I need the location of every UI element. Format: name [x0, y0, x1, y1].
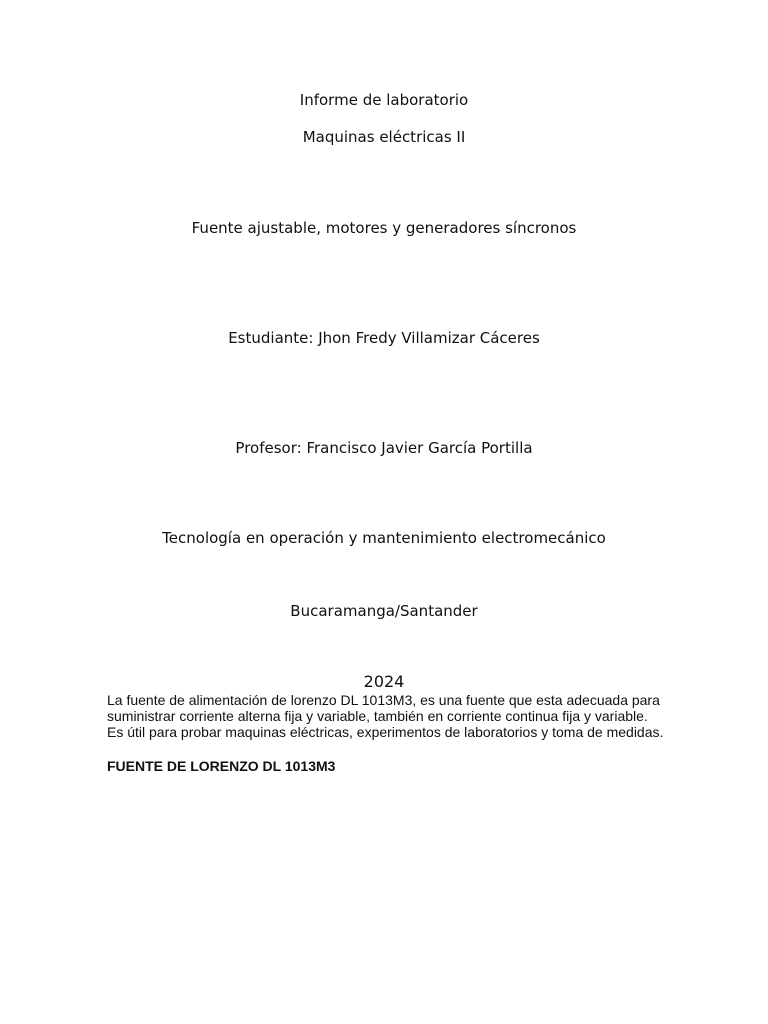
report-topic: Fuente ajustable, motores y generadores síncronos — [191, 219, 577, 237]
intro-paragraph: La fuente de alimentación de lorenzo DL 1013M3, es una fuente que esta adecuada para suministrar corriente alterna fija y variable, también en corriente continua fija y variable. Es útil para probar maquinas eléctricas, experimentos de laboratorios y toma de medidas. — [107, 692, 664, 740]
professor-name: Profesor: Francisco Javier García Portilla — [235, 439, 533, 457]
course-title: Maquinas eléctricas II — [302, 128, 466, 146]
location: Bucaramanga/Santander — [290, 602, 478, 620]
program-name: Tecnología en operación y mantenimiento electromecánico — [162, 529, 606, 547]
report-type-title: Informe de laboratorio — [299, 91, 469, 109]
report-year: 2024 — [363, 672, 405, 691]
student-name: Estudiante: Jhon Fredy Villamizar Cáceres — [228, 329, 540, 347]
section-heading: FUENTE DE LORENZO DL 1013M3 — [107, 758, 336, 774]
